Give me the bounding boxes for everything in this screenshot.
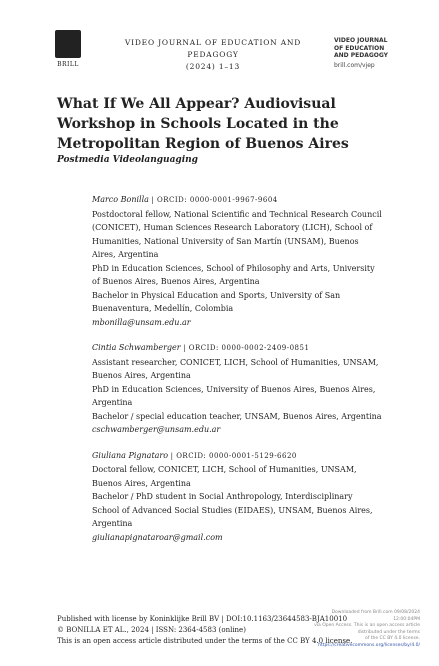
journal-volume: (2024) 1–13: [185, 62, 241, 71]
badge-line-3: AND PEDAGOGY: [334, 52, 389, 59]
stamp-line-2: via Open Access. This is an open access article distributed under the terms: [314, 623, 420, 635]
author-email[interactable]: giulianapignataroar@gmail.com: [92, 532, 223, 542]
author-email[interactable]: mbonilla@unsam.edu.ar: [92, 317, 191, 327]
footer-license-doi: Published with license by Koninklijke Brill BV | DOI:10.1163/23644583-BJA10010: [57, 615, 348, 623]
author-email[interactable]: cschwamberger@unsam.edu.ar: [92, 425, 221, 434]
affiliation: Bachelor in Physical Education and Sports, University of San Buenaventura, Medellín, Colombia: [92, 290, 341, 313]
author-name: Giuliana Pignataro: [92, 450, 169, 460]
stamp-line-3: of the CC BY 4.0 license.: [364, 636, 420, 641]
affiliation: PhD in Education Sciences, University of Buenos Aires, Buenos Aires, Argentina: [92, 384, 376, 407]
orcid-link[interactable]: | ORCID: 0000-0001-5129-6620: [170, 451, 297, 460]
license-link[interactable]: https://creativecommons.org/licenses/by/4.0/: [318, 642, 420, 648]
affiliation: PhD in Education Sciences, School of Philosophy and Arts, University of Buenos Aires, Buenos Aires, Argentina: [92, 263, 375, 286]
affiliation: Bachelor / PhD student in Social Anthropology, Interdisciplinary School of Advanced Social Studies (EIDAES), UNSAM, Buenos Aires, Argentina: [92, 492, 373, 528]
badge-line-1: VIDEO JOURNAL: [334, 37, 388, 44]
author-block: [92, 193, 382, 329]
orcid-link[interactable]: | ORCID: 0000-0001-9967-9604: [151, 196, 278, 204]
article-subtitle: Postmedia Videolanguaging: [57, 155, 198, 165]
badge-line-2: OF EDUCATION: [334, 44, 385, 52]
brill-wordmark: BRILL: [57, 61, 79, 68]
orcid-link[interactable]: | ORCID: 0000-0002-2409-0851: [183, 344, 310, 352]
brill-logo: [53, 30, 83, 68]
author-list: [92, 193, 382, 556]
author-block: [92, 341, 382, 437]
journal-name: VIDEO JOURNAL OF EDUCATION AND PEDAGOGY: [124, 38, 302, 59]
footer-open-access: This is an open access article distributed under the terms of the CC BY 4.0 license.: [57, 637, 353, 645]
footer-copyright-issn: © BONILLA ET AL., 2024 | ISSN: 2364-4583 (online): [57, 626, 246, 634]
affiliation: Assistant researcher, CONICET, LICH, School of Humanities, UNSAM, Buenos Aires, Argentina: [92, 357, 379, 380]
journal-badge: [334, 37, 388, 69]
author-name: Cintia Schwamberger: [92, 343, 181, 352]
affiliation: Bachelor / special education teacher, UNSAM, Buenos Aires, Argentina: [92, 411, 382, 421]
journal-header: [103, 37, 323, 73]
affiliation: Doctoral fellow, CONICET, LICH, School of Humanities, UNSAM, Buenos Aires, Argentina: [92, 465, 357, 488]
journal-url[interactable]: brill.com/vjep: [334, 61, 375, 69]
author-name: Marco Bonilla: [92, 195, 149, 204]
affiliation: Postdoctoral fellow, National Scientific and Technical Research Council (CONICET), Human Sciences Research Laboratory (LICH), School of Humanities, National University of San Martín (UNSAM), Buenos Aires, Argentina: [92, 209, 382, 259]
author-block: [92, 449, 382, 545]
stamp-line-1: Downloaded from Brill.com 09/08/2024 12:00:04PM: [331, 610, 420, 622]
download-stamp: [310, 610, 420, 649]
brill-logo-icon: [55, 30, 81, 58]
article-title: What If We All Appear? Audiovisual Workshop in Schools Located in the Metropolitan Region of Buenos Aires: [57, 96, 349, 152]
